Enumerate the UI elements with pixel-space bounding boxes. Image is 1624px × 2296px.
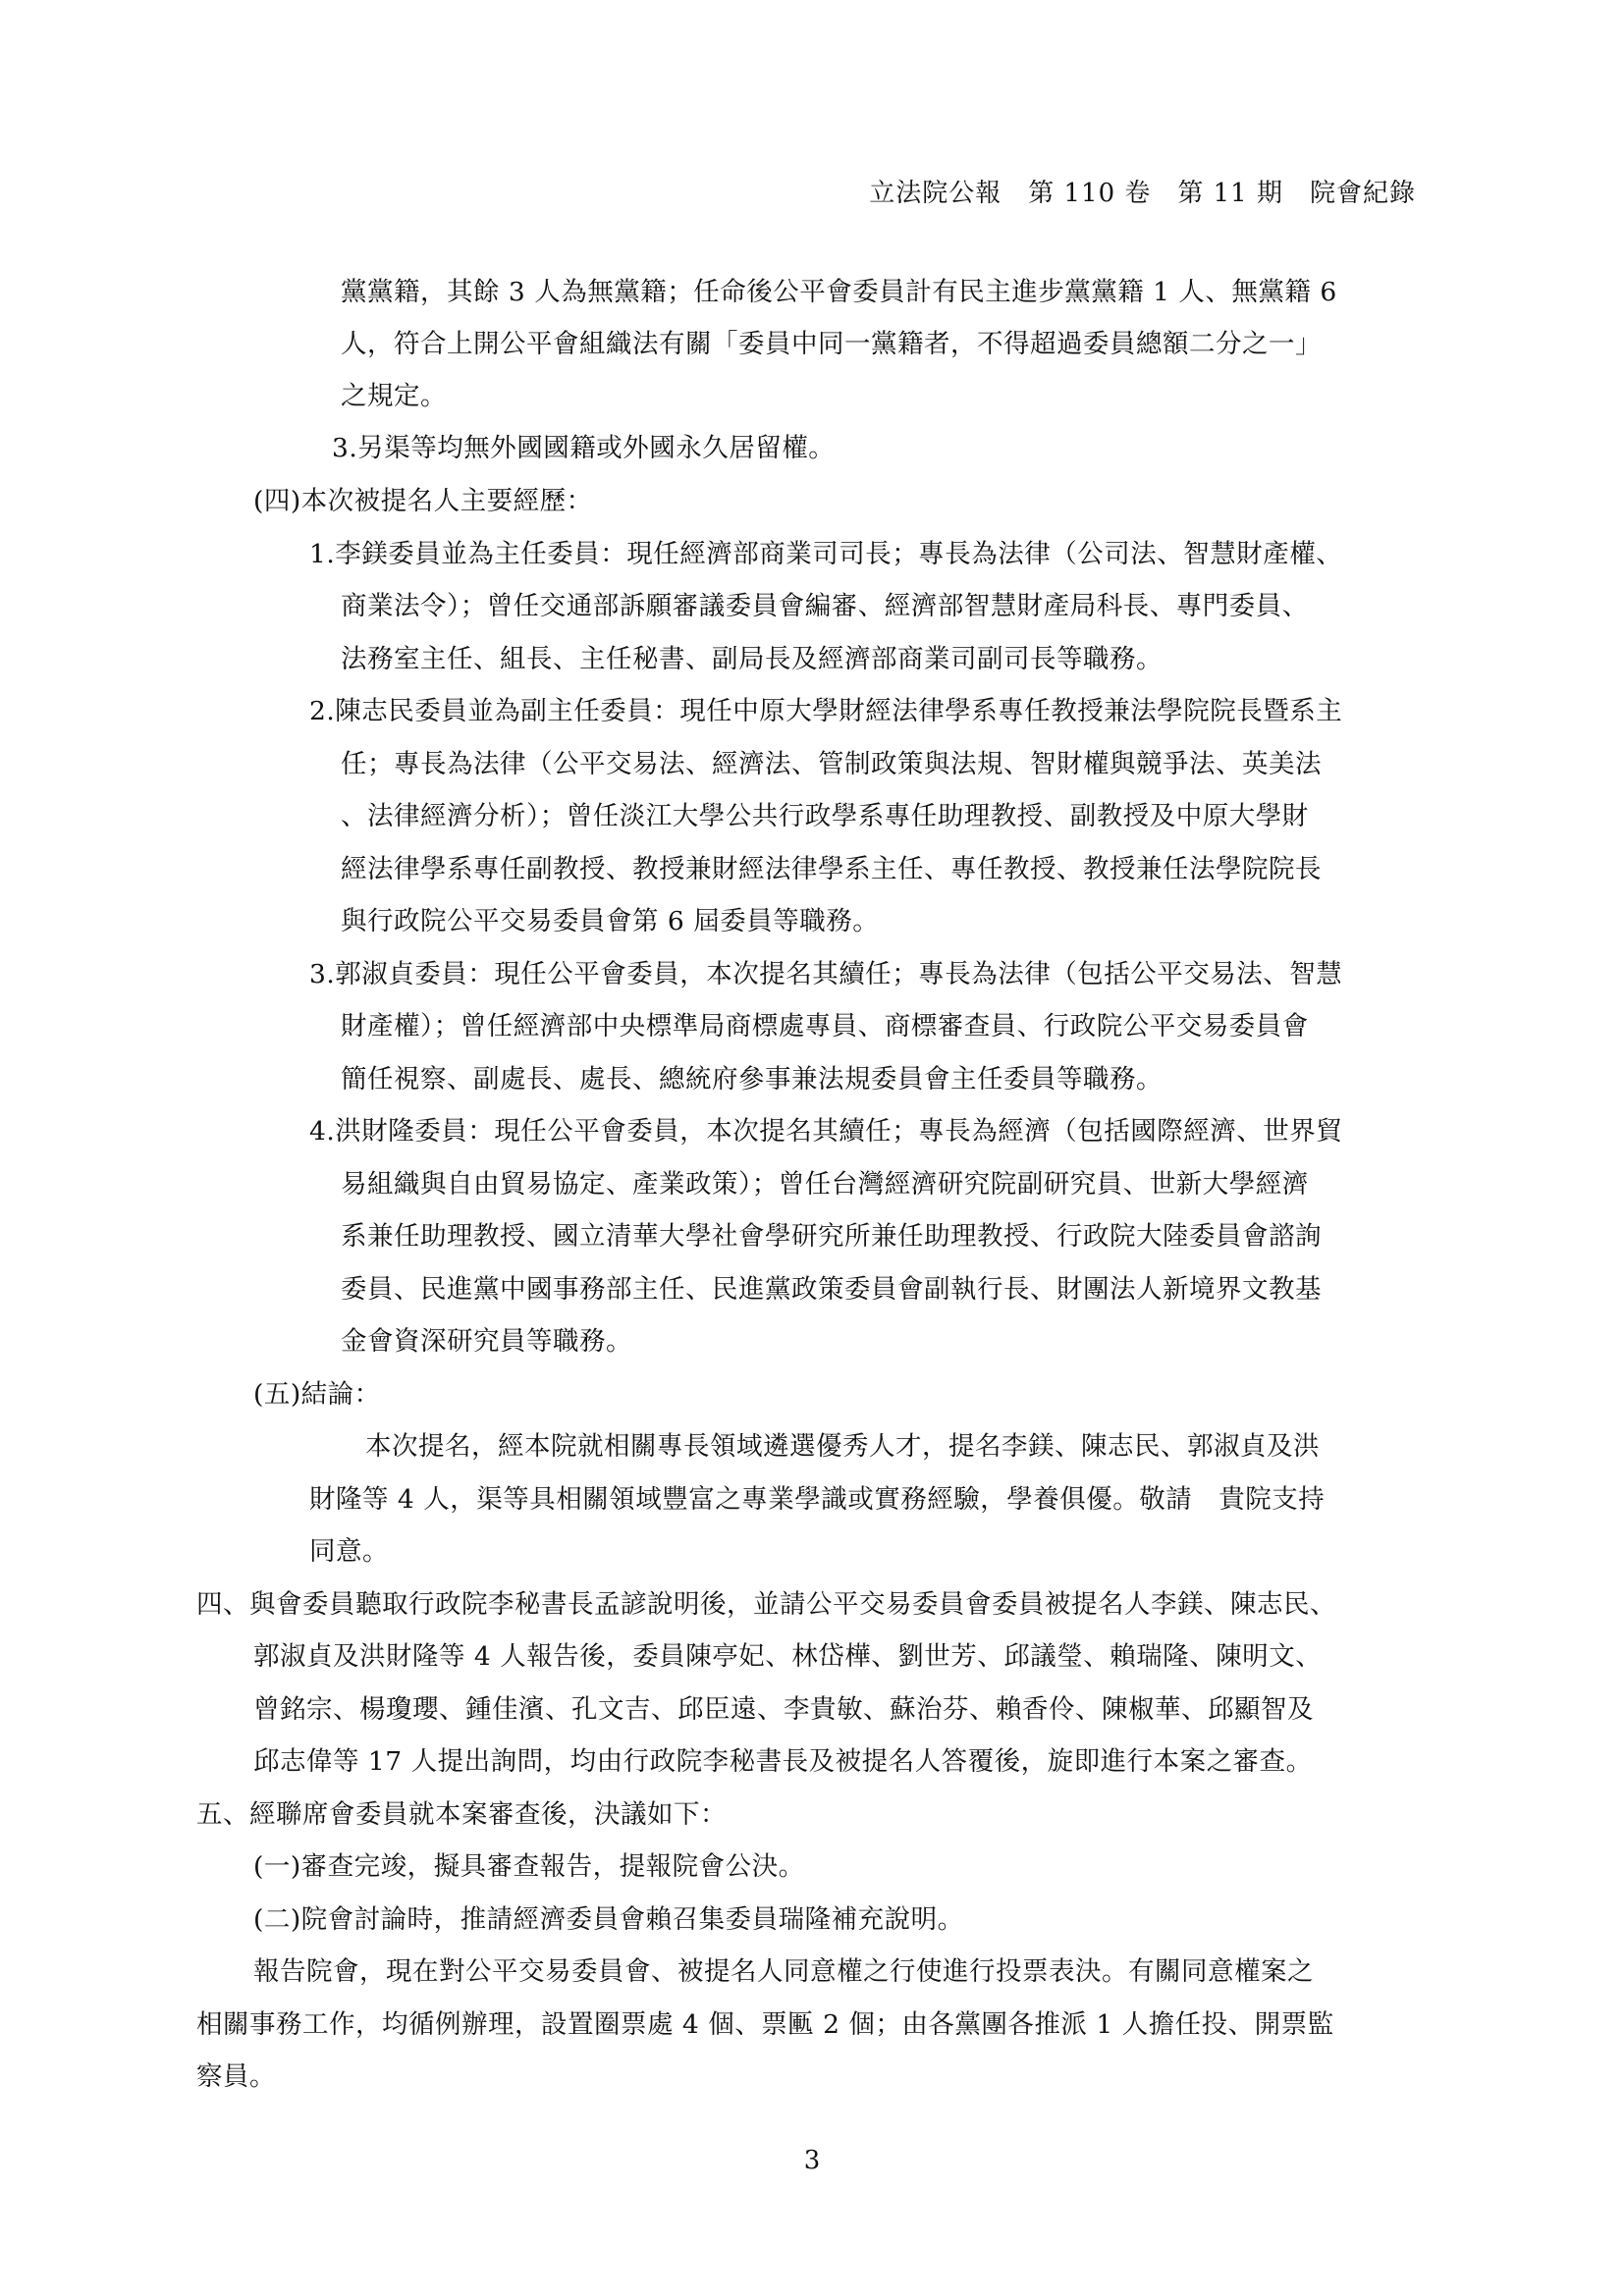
section-heading: 五、經聯席會委員就本案審查後，決議如下： [196,1799,727,1830]
text-line: 郭淑貞及洪財隆等 4 人報告後，委員陳亭妃、林岱樺、劉世芳、邱議瑩、賴瑞隆、陳明文、 [253,1641,1323,1672]
text-line: 任；專長為法律（公平交易法、經濟法、管制政策與法規、智財權與競爭法、英美法 [341,749,1322,779]
text-line: 曾銘宗、楊瓊瓔、鍾佳濱、孔文吉、邱臣遠、李貴敏、蘇治芬、賴香伶、陳椒華、邱顯智及 [253,1694,1314,1725]
text-line: 之規定。 [341,381,447,411]
text-line: 察員。 [196,2061,276,2092]
page-number: 3 [803,2146,821,2175]
text-line: 邱志偉等 17 人提出詢問，均由行政院李秘書長及被提名人答覆後，旋即進行本案之審查。 [253,1746,1313,1777]
text-line: 委員、民進黨中國事務部主任、民進黨政策委員會副執行長、財團法人新境界文教基 [341,1274,1322,1305]
text-line: 、法律經濟分析）；曾任淡江大學公共行政學系專任助理教授、副教授及中原大學財 [341,801,1309,831]
section-heading: (五)結論： [253,1379,381,1410]
text-line: 財產權）；曾任經濟部中央標準局商標處專員、商標審查員、行政院公平交易委員會 [341,1011,1309,1041]
text-line: 財隆等 4 人，渠等具相關領域豐富之專業學識或實務經驗，學養俱優。敬請 貴院支持 [309,1484,1326,1515]
text-line: 1.李鎂委員並為主任委員：現任經濟部商業司司長；專長為法律（公司法、智慧財產權、 [309,539,1343,569]
text-line: 報告院會，現在對公平交易委員會、被提名人同意權之行使進行投票表決。有關同意權案之 [253,1956,1314,1987]
text-line: 經法律學系專任副教授、教授兼財經法律學系主任、專任教授、教授兼任法學院院長 [341,854,1322,884]
text-line: 3.郭淑貞委員：現任公平會委員，本次提名其續任；專長為法律（包括公平交易法、智慧 [309,959,1343,989]
text-line: (一)審查完竣，擬具審查報告，提報院會公決。 [253,1851,805,1882]
text-line: 黨黨籍，其餘 3 人為無黨籍；任命後公平會委員計有民主進步黨黨籍 1 人、無黨籍 6 [341,277,1337,307]
text-line: 商業法令）；曾任交通部訴願審議委員會編審、經濟部智慧財產局科長、專門委員、 [341,591,1309,621]
text-line: 3.另渠等均無外國國籍或外國永久居留權。 [332,433,836,463]
text-line: (二)院會討論時，推請經濟委員會賴召集委員瑞隆補充說明。 [253,1904,964,1935]
text-line: 人，符合上開公平會組織法有關「委員中同一黨籍者，不得超過委員總額二分之一」 [341,329,1322,359]
text-line: 4.洪財隆委員：現任公平會委員，本次提名其續任；專長為經濟（包括國際經濟、世界貿 [309,1116,1343,1147]
text-line: 易組織與自由貿易協定、產業政策）；曾任台灣經濟研究院副研究員、世新大學經濟 [341,1169,1309,1200]
text-line: 法務室主任、組長、主任秘書、副局長及經濟部商業司副司長等職務。 [341,644,1163,674]
text-line: 系兼任助理教授、國立清華大學社會學研究所兼任助理教授、行政院大陸委員會諮詢 [341,1221,1322,1252]
text-line: 金會資深研究員等職務。 [341,1326,632,1357]
text-line: 與行政院公平交易委員會第 6 屆委員等職務。 [341,906,880,936]
text-line: 相關事務工作，均循例辦理，設置圈票處 4 個、票匭 2 個；由各黨團各推派 1 人擔任投、開票監 [196,2009,1334,2040]
text-line: 簡任視察、副處長、處長、總統府參事兼法規委員會主任委員等職務。 [341,1064,1163,1095]
text-line: 同意。 [309,1536,389,1567]
text-line: 2.陳志民委員並為副主任委員：現任中原大學財經法律學系專任教授兼法學院院長暨系主 [309,696,1343,726]
page-header: 立法院公報 第 110 卷 第 11 期 院會紀錄 [869,179,1416,208]
section-heading: (四)本次被提名人主要經歷： [253,486,593,516]
section-heading: 四、與會委員聽取行政院李秘書長孟諺說明後，並請公平交易委員會委員被提名人李鎂、陳志民、 [196,1589,1336,1620]
text-line: 本次提名，經本院就相關專長領域遴選優秀人才，提名李鎂、陳志民、郭淑貞及洪 [365,1431,1320,1462]
